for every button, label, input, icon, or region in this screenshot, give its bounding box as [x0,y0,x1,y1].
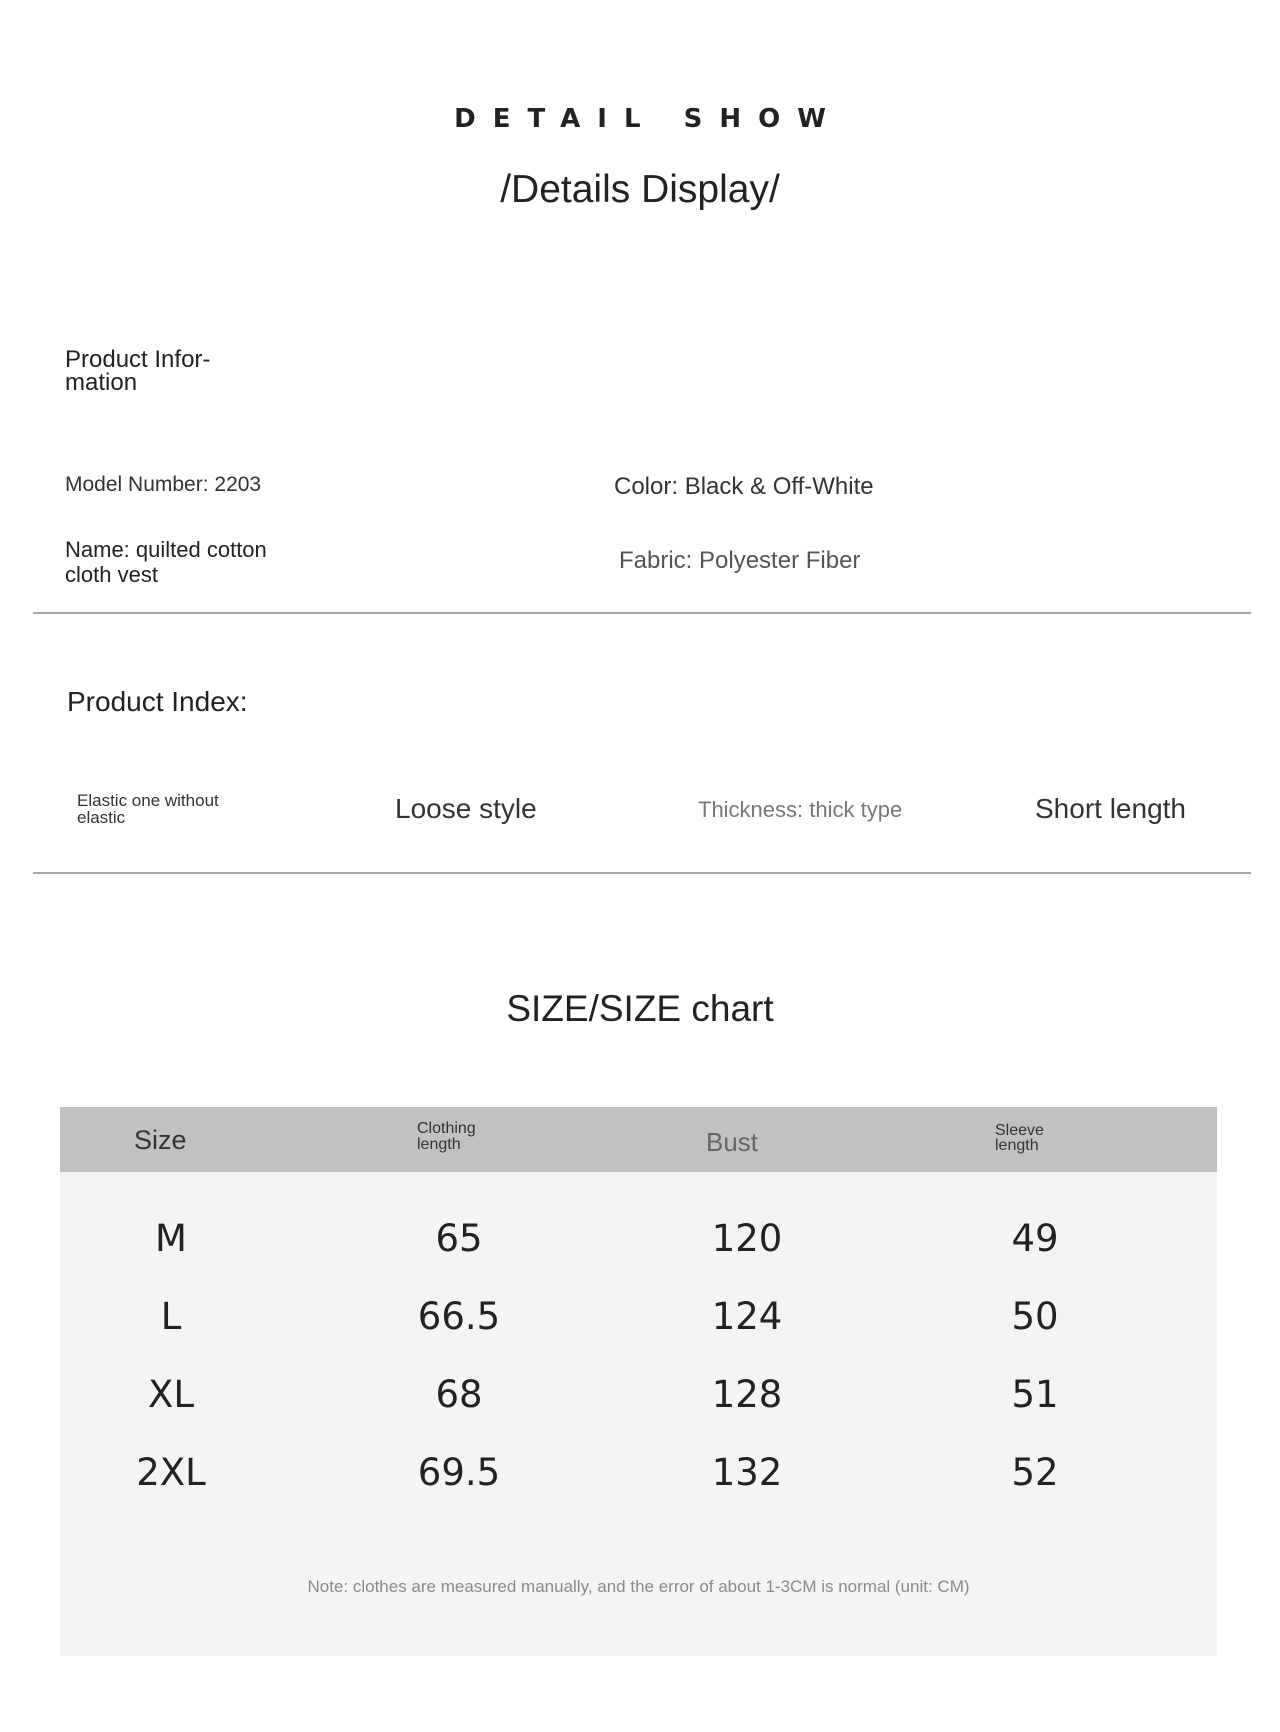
column-header-sleeve-length: Sleeve length [995,1122,1044,1154]
page-subtitle: /Details Display/ [500,168,780,211]
table-row [60,1295,1217,1355]
table-header [60,1107,1217,1172]
sleeve-length-cell: 50 [1011,1295,1059,1338]
bust-cell: 120 [711,1217,783,1260]
size-cell: M [155,1217,187,1260]
fabric-field: Fabric: Polyester Fiber [619,547,861,574]
sleeve-length-cell: 49 [1011,1217,1059,1260]
name-field: Name: quilted cotton cloth vest [65,537,267,587]
index-fit: Loose style [395,793,537,824]
column-header-bust: Bust [706,1127,759,1157]
measurement-note: Note: clothes are measured manually, and the error of about 1-3CM is normal (unit: CM) [307,1577,970,1596]
section-divider [33,612,1251,614]
size-cell: 2XL [136,1451,206,1494]
product-index-heading: Product Index: [67,686,248,717]
clothing-length-cell: 66.5 [417,1295,501,1338]
table-row [60,1373,1217,1433]
column-header-size: Size [134,1125,187,1155]
sleeve-length-cell: 51 [1011,1373,1059,1416]
color-field: Color: Black & Off-White [614,473,874,500]
index-length: Short length [1035,793,1186,824]
page-title: DETAIL SHOW [454,104,843,134]
clothing-length-cell: 65 [435,1217,483,1260]
section-divider [33,872,1251,874]
bust-cell: 128 [711,1373,783,1416]
clothing-length-cell: 68 [435,1373,483,1416]
model-number-field: Model Number: 2203 [65,473,262,496]
column-header-clothing-length: Clothing length [417,1120,476,1153]
product-info-heading: Product Infor- mation [65,346,211,396]
bust-cell: 132 [711,1451,783,1494]
size-cell: L [160,1295,182,1338]
clothing-length-cell: 69.5 [417,1451,501,1494]
bust-cell: 124 [711,1295,783,1338]
table-row [60,1451,1217,1511]
sleeve-length-cell: 52 [1011,1451,1059,1494]
size-chart-title: SIZE/SIZE chart [506,988,774,1029]
size-cell: XL [148,1373,194,1416]
index-thickness: Thickness: thick type [698,797,903,822]
table-row [60,1217,1217,1277]
index-elasticity: Elastic one without elastic [77,791,219,827]
size-table [60,1107,1217,1656]
